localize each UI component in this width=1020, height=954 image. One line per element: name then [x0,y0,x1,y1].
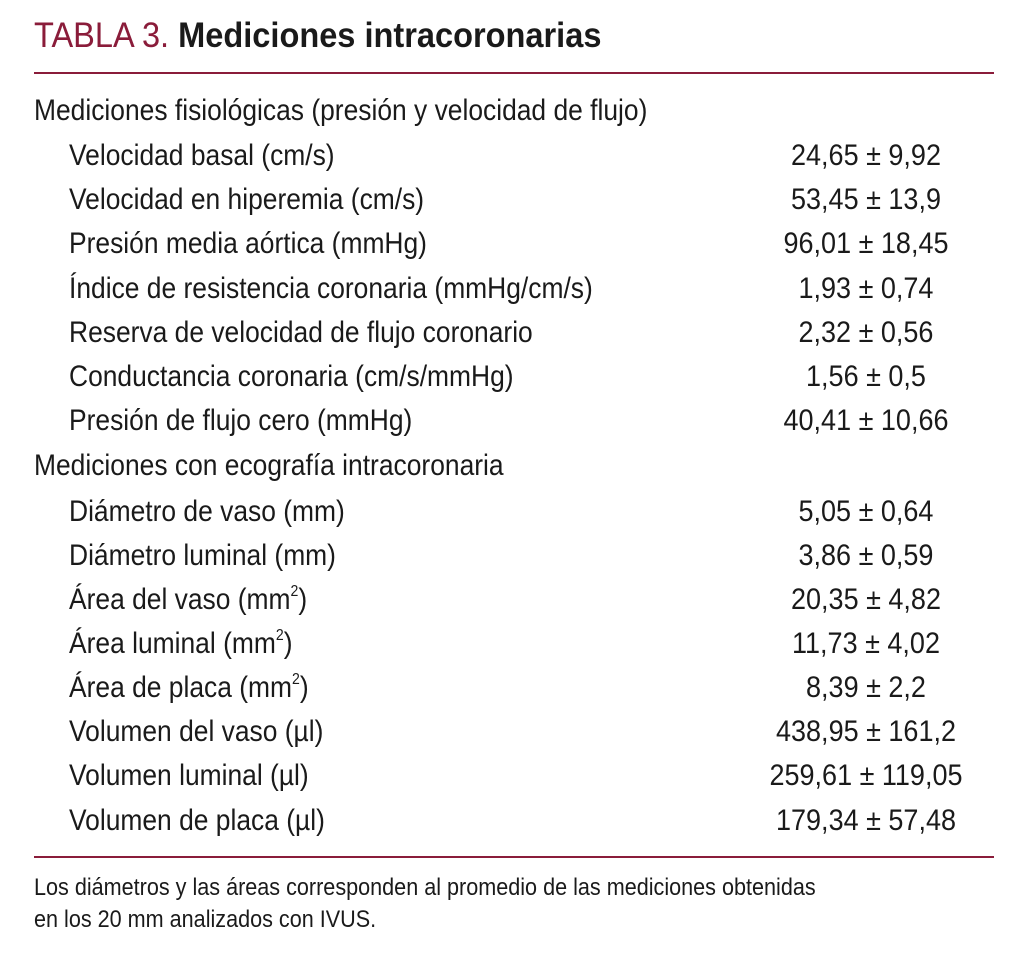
row-label: Velocidad basal (cm/s) [69,139,335,172]
footnote-line-1: Los diámetros y las áreas corresponden al promedio de las mediciones obtenidas [34,874,816,901]
table-number: TABLA 3. [34,16,170,55]
row-label [69,578,307,622]
row-value: 40,41 ± 10,66 [783,404,949,437]
row-label: Diámetro luminal (mm) [69,539,336,572]
row-value: 96,01 ± 18,45 [783,227,949,260]
row-label: Índice de resistencia coronaria (mmHg/cm/s) [69,272,593,305]
table-footnote [34,872,997,936]
row-label [69,666,309,710]
top-rule [34,72,994,74]
table-row [0,178,1020,222]
row-label-text: Área del vaso (mm [69,583,291,616]
row-label-close: ) [299,671,309,704]
footnote-line-2: en los 20 mm analizados con IVUS. [34,906,377,933]
row-value: 1,56 ± 0,5 [806,360,926,393]
row-label: Volumen luminal (µl) [69,759,309,792]
table-row [0,622,1020,666]
row-label: Velocidad en hiperemia (cm/s) [69,183,425,216]
bottom-rule [34,856,994,858]
table-row [0,355,1020,399]
row-value: 20,35 ± 4,82 [791,583,941,616]
table-row [0,799,1020,843]
table-row [0,666,1020,710]
table-row [0,311,1020,355]
row-label: Volumen de placa (µl) [69,804,325,837]
row-label-text: Área luminal (mm [69,627,276,660]
table-name: Mediciones intracoronarias [178,16,602,55]
table-row [0,222,1020,266]
table-row [0,578,1020,622]
section-heading-physiological: Mediciones fisiológicas (presión y velocidad de flujo) [34,94,648,127]
table-title [34,14,601,58]
row-label: Conductancia coronaria (cm/s/mmHg) [69,360,514,393]
table-row [0,754,1020,798]
row-label: Presión de flujo cero (mmHg) [69,404,413,437]
row-label-text: Área de placa (mm [69,671,293,704]
table-row [0,490,1020,534]
row-value: 5,05 ± 0,64 [798,495,934,528]
row-label: Presión media aórtica (mmHg) [69,227,427,260]
table-row [0,134,1020,178]
superscript: 2 [275,627,284,644]
superscript: 2 [290,583,299,600]
row-value: 1,93 ± 0,74 [798,272,934,305]
row-value: 53,45 ± 13,9 [791,183,941,216]
row-value: 179,34 ± 57,48 [776,804,956,837]
row-value: 2,32 ± 0,56 [798,316,934,349]
row-value: 259,61 ± 119,05 [769,759,963,792]
row-value: 11,73 ± 4,02 [792,627,940,660]
table-row [0,399,1020,443]
row-label [69,622,292,666]
row-value: 24,65 ± 9,92 [791,139,941,172]
superscript: 2 [292,671,300,688]
row-label: Reserva de velocidad de flujo coronario [69,316,533,349]
table-row [0,267,1020,311]
row-value: 3,86 ± 0,59 [798,539,934,572]
row-value: 438,95 ± 161,2 [776,715,956,748]
table-row [0,534,1020,578]
section-heading-ivus: Mediciones con ecografía intracoronaria [34,449,504,482]
row-label: Volumen del vaso (µl) [69,715,324,748]
table-row [0,710,1020,754]
row-value: 8,39 ± 2,2 [806,671,926,704]
row-label-close: ) [298,583,308,616]
row-label-close: ) [283,627,293,660]
row-label: Diámetro de vaso (mm) [69,495,345,528]
